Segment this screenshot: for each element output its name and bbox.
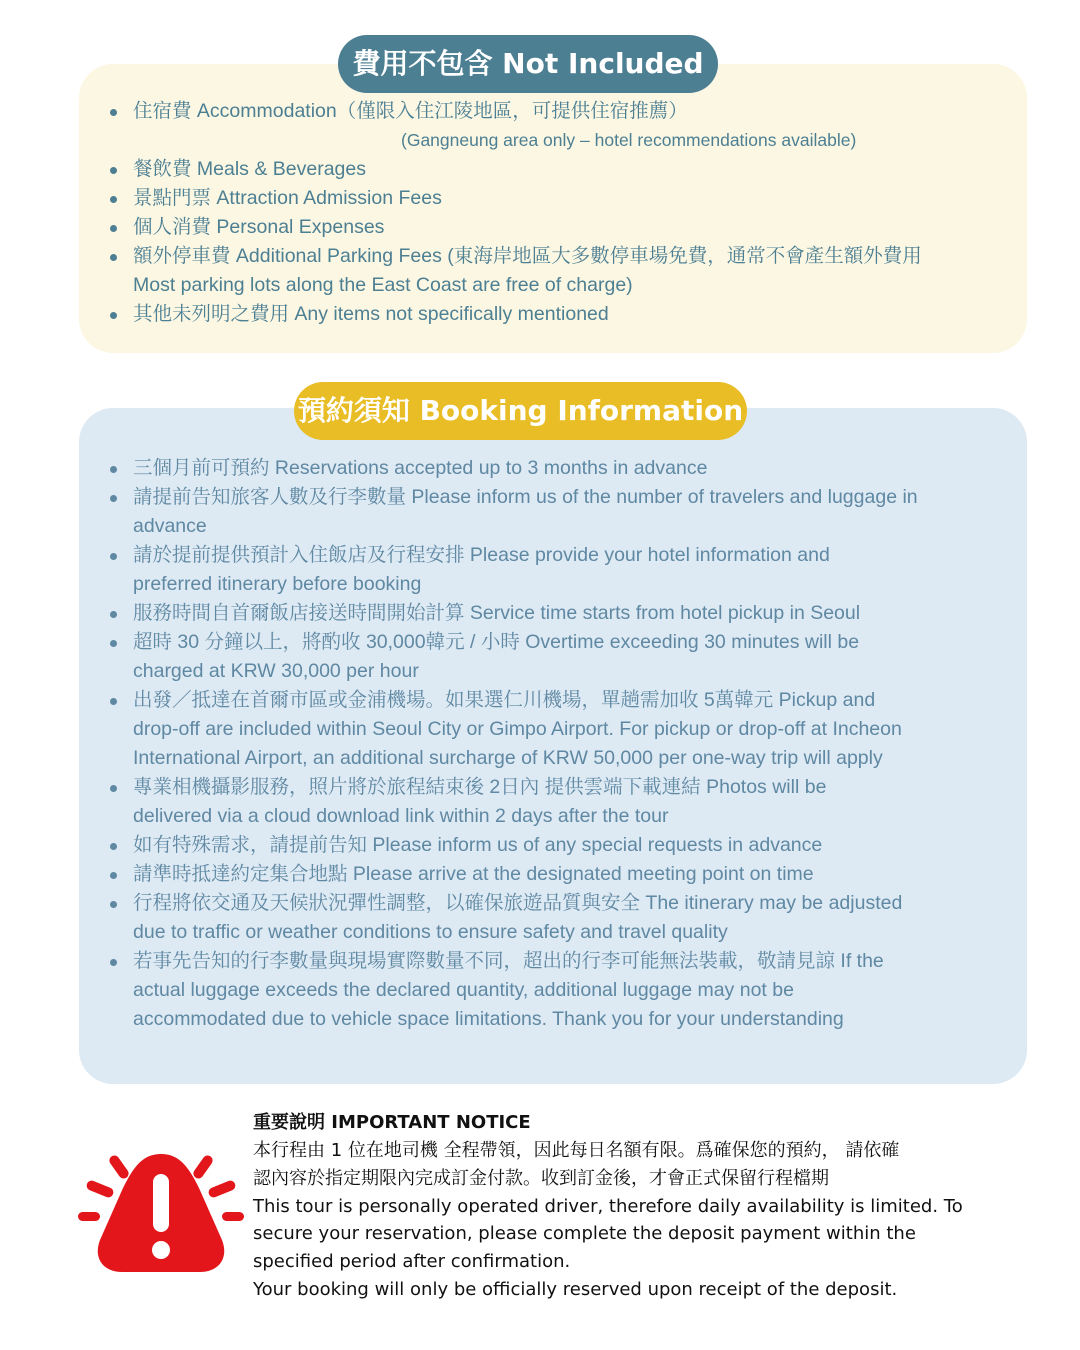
list-item-text: 額外停車費 Additional Parking Fees (東海岸地區大多數停車場免費，通常不會產生額外費用 [133,245,922,267]
list-item [110,454,1010,483]
notice-title: 重要說明 IMPORTANT NOTICE [253,1112,531,1133]
notice-line: 本行程由 1 位在地司機 全程帶領，因此每日名額有限。爲確保您的預約， 請依確 [253,1140,900,1161]
list-item [110,97,1010,155]
list-item [110,300,1010,329]
list-item [110,686,1010,773]
notice-line: Your booking will only be officially reserved upon receipt of the deposit. [253,1278,898,1300]
list-item-line: 專業相機攝影服務，照片將於旅程結束後 2日內 提供雲端下載連結 Photos will be [133,776,827,798]
list-item-line: 請提前告知旅客人數及行李數量 Please inform us of the number of travelers and luggage in [133,486,918,508]
notice-line: secure your reservation, please complete the deposit payment within the [253,1223,916,1245]
notice-line: specified period after confirmation. [253,1251,571,1273]
list-item-line: preferred itinerary before booking [133,573,422,595]
list-item [110,155,1010,184]
list-item-line: International Airport, an additional surcharge of KRW 50,000 per one-way trip will apply [133,747,883,769]
important-notice [253,1109,1033,1304]
list-item-line: delivered via a cloud download link within 2 days after the tour [133,805,669,827]
notice-line: This tour is personally operated driver, therefore daily availability is limited. To [253,1195,963,1217]
parking-note: Most parking lots along the East Coast are free of charge) [133,274,633,296]
list-item-line: due to traffic or weather conditions to ensure safety and travel quality [133,921,728,943]
list-item-line: drop-off are included within Seoul City or Gimpo Airport. For pickup or drop-off at Incheon [133,718,902,740]
list-item-line: 出發／抵達在首爾市區或金浦機場。如果選仁川機場，單趟需加收 5萬韓元 Pickup and [133,689,876,711]
list-item-text: 餐飲費 Meals & Beverages [133,158,367,180]
list-item [110,184,1010,213]
accommodation-note: (Gangneung area only – hotel recommendations available) [401,130,857,150]
list-item [110,599,1010,628]
list-item-text: 個人消費 Personal Expenses [133,216,385,238]
list-item-line: 服務時間自首爾飯店接送時間開始計算 Service time starts from hotel pickup in Seoul [133,602,861,624]
list-item-line: charged at KRW 30,000 per hour [133,660,419,682]
list-item-line: advance [133,515,207,537]
alert-warning-icon [78,1148,244,1276]
list-item-text: 其他未列明之費用 Any items not specifically mentioned [133,303,609,325]
list-item-line: 超時 30 分鐘以上，將酌收 30,000韓元 / 小時 Overtime exceeding 30 minutes will be [133,631,860,653]
list-item-line: 若事先告知的行李數量與現場實際數量不同，超出的行李可能無法裝載，敬請見諒 If the [133,950,884,972]
booking-info-list [110,454,1010,1034]
list-item [110,242,1010,300]
list-item [110,889,1010,947]
list-item [110,831,1010,860]
list-item-line: 行程將依交通及天候狀況彈性調整，以確保旅遊品質與安全 The itinerary may be adjusted [133,892,903,914]
not-included-title: 費用不包含 Not Included [338,35,718,93]
list-item [110,213,1010,242]
list-item-text: 住宿費 Accommodation（僅限入住江陵地區，可提供住宿推薦） [133,100,688,122]
list-item-text: 景點門票 Attraction Admission Fees [133,187,442,209]
list-item [110,947,1010,1034]
list-item-line: 請準時抵達約定集合地點 Please arrive at the designated meeting point on time [133,863,814,885]
list-item [110,773,1010,831]
list-item-line: 請於提前提供預計入住飯店及行程安排 Please provide your hotel information and [133,544,830,566]
booking-info-title: 預約須知 Booking Information [294,382,747,440]
list-item [110,483,1010,541]
list-item-line: actual luggage exceeds the declared quantity, additional luggage may not be [133,979,794,1001]
list-item [110,860,1010,889]
list-item-line: 三個月前可預約 Reservations accepted up to 3 months in advance [133,457,708,479]
list-item [110,541,1010,599]
notice-line: 認內容於指定期限內完成訂金付款。收到訂金後，才會正式保留行程檔期 [253,1167,829,1189]
list-item [110,628,1010,686]
list-item-line: 如有特殊需求，請提前告知 Please inform us of any special requests in advance [133,834,823,856]
not-included-list [110,97,1010,329]
list-item-line: accommodated due to vehicle space limitations. Thank you for your understanding [133,1008,844,1030]
